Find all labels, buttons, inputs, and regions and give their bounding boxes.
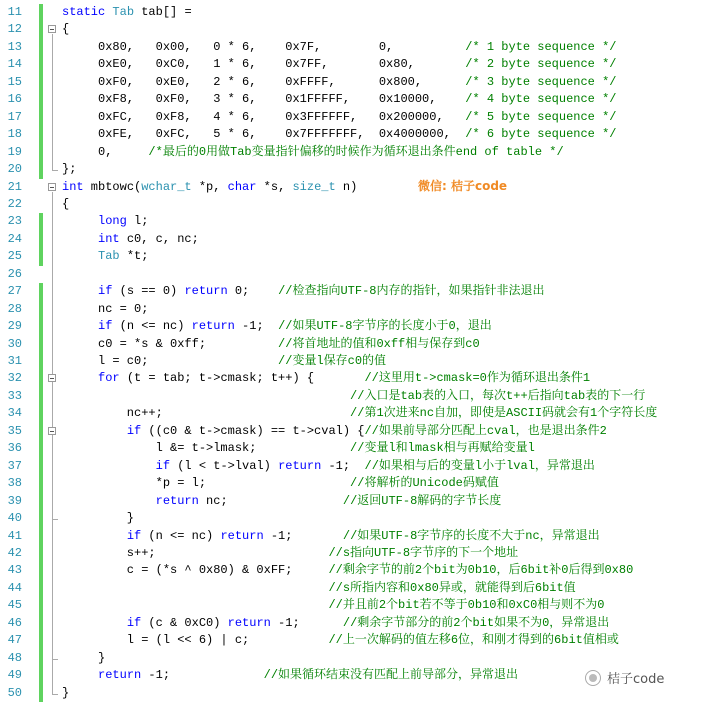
- line-number: 14: [7, 57, 22, 71]
- code-comment: /* 6 byte sequence */: [465, 127, 617, 141]
- code-type: Tab: [112, 5, 135, 19]
- code-line[interactable]: [62, 353, 386, 370]
- code-line[interactable]: [62, 144, 564, 161]
- code-text: [62, 232, 98, 246]
- line-number: 41: [7, 529, 22, 543]
- code-text: }: [62, 686, 70, 700]
- code-text: nc;: [198, 494, 343, 508]
- code-text: c0 = *s & 0xff;: [62, 337, 279, 351]
- line-number: 15: [7, 75, 22, 89]
- line-number: 34: [7, 406, 22, 420]
- code-text: l = c0;: [62, 354, 279, 368]
- fold-end-tick: [52, 694, 58, 695]
- code-comment: //如果循环结束没有匹配上前导部分，异常退出: [263, 668, 519, 682]
- fold-collapse-toggle[interactable]: [48, 427, 56, 435]
- code-keyword: return: [155, 494, 199, 508]
- line-number: 31: [7, 354, 22, 368]
- code-line[interactable]: [62, 301, 148, 318]
- change-marker: [39, 4, 43, 179]
- line-number: 26: [7, 267, 22, 281]
- code-line[interactable]: [62, 370, 590, 387]
- code-comment: //这里用t->cmask=0作为循环退出条件1: [364, 371, 591, 385]
- code-line[interactable]: [62, 650, 105, 667]
- code-comment: //第1次进来nc自加，即使是ASCII码就会有1个字符长度: [350, 406, 658, 420]
- code-text: (c & 0xC0): [141, 616, 228, 630]
- code-text: 0xFE, 0xFC, 5 * 6, 0x7FFFFFFF, 0x4000000,: [62, 127, 466, 141]
- code-text: [62, 529, 127, 543]
- code-comment: /* 1 byte sequence */: [465, 40, 617, 54]
- code-comment: /* 3 byte sequence */: [465, 75, 617, 89]
- code-keyword: if: [126, 424, 142, 438]
- code-comment: //如果UTF-8字节序的长度不大于nc，异常退出: [342, 529, 600, 543]
- code-comment: //上一次解码的值左移6位，和刚才得到的6bit值相或: [328, 633, 619, 647]
- code-type: size_t: [292, 180, 336, 194]
- code-line[interactable]: [62, 528, 600, 545]
- code-line[interactable]: [62, 318, 492, 335]
- line-number: 12: [7, 22, 22, 36]
- code-text: [62, 214, 98, 228]
- code-text: mbtowc(: [83, 180, 142, 194]
- code-line[interactable]: [62, 39, 617, 56]
- code-text: ((c0 & t->cmask) == t->cval) {: [141, 424, 365, 438]
- line-number: 27: [7, 284, 22, 298]
- wechat-logo-icon: [585, 670, 601, 686]
- code-line[interactable]: [62, 667, 518, 684]
- code-keyword: if: [126, 616, 142, 630]
- code-line[interactable]: [62, 283, 545, 300]
- line-number: 32: [7, 371, 22, 385]
- wechat-watermark: 微信: 桔子code: [418, 179, 508, 193]
- code-text: -1;: [141, 668, 264, 682]
- code-line[interactable]: [62, 475, 499, 492]
- code-type: Tab: [98, 249, 120, 263]
- change-marker: [39, 213, 43, 266]
- code-text: [62, 249, 98, 263]
- code-text: [62, 459, 156, 473]
- fold-end-tick: [52, 519, 58, 520]
- code-keyword: int: [98, 232, 120, 246]
- code-comment: //变量l保存c0的值: [278, 354, 387, 368]
- code-line[interactable]: [62, 632, 619, 649]
- code-comment: //并且前2个bit若不等于0b10和0xC0相与则不为0: [328, 598, 605, 612]
- line-number: 48: [7, 651, 22, 665]
- fold-guide-line: [52, 383, 53, 659]
- code-line[interactable]: [62, 336, 480, 353]
- code-comment: //如果UTF-8字节序的长度小于0，退出: [278, 319, 492, 333]
- code-line[interactable]: [62, 405, 657, 422]
- code-text: 0xE0, 0xC0, 1 * 6, 0x7FF, 0x80,: [62, 57, 466, 71]
- code-text: s++;: [62, 546, 329, 560]
- fold-end-tick: [52, 170, 58, 171]
- code-keyword: long: [98, 214, 127, 228]
- code-text: [62, 371, 98, 385]
- line-number: 37: [7, 459, 22, 473]
- code-text: [62, 389, 350, 403]
- code-comment: //入口是tab表的入口，每次t++后指向tab表的下一行: [350, 389, 646, 403]
- code-line[interactable]: [62, 685, 69, 702]
- line-number: 35: [7, 424, 22, 438]
- line-number: 13: [7, 40, 22, 54]
- line-number: 23: [7, 214, 22, 228]
- line-number: 43: [7, 563, 22, 577]
- line-number: 21: [7, 180, 22, 194]
- code-text: l;: [126, 214, 149, 228]
- code-type: wchar_t: [141, 180, 192, 194]
- code-text: [62, 581, 328, 595]
- code-line[interactable]: [62, 21, 69, 38]
- code-keyword: return: [98, 668, 142, 682]
- code-keyword: if: [98, 319, 113, 333]
- line-number: 45: [7, 598, 22, 612]
- code-keyword: return: [278, 459, 322, 473]
- code-text: nc = 0;: [62, 302, 149, 316]
- line-number: 25: [7, 249, 22, 263]
- code-comment: //如果前导部分匹配上cval，也是退出条件2: [364, 424, 607, 438]
- code-text: 0xF0, 0xE0, 2 * 6, 0xFFFF, 0x800,: [62, 75, 466, 89]
- code-keyword: int: [62, 180, 84, 194]
- line-number: 47: [7, 633, 22, 647]
- code-comment: //将解析的Unicode码赋值: [350, 476, 499, 490]
- fold-collapse-toggle[interactable]: [48, 374, 56, 382]
- code-text: nc++;: [62, 406, 351, 420]
- code-line[interactable]: [62, 91, 617, 108]
- line-number: 28: [7, 302, 22, 316]
- code-keyword: static: [62, 5, 113, 19]
- fold-end-tick: [52, 659, 58, 660]
- code-line[interactable]: [62, 248, 148, 265]
- code-text: *s,: [256, 180, 293, 194]
- code-line[interactable]: [62, 615, 609, 632]
- code-line[interactable]: [62, 562, 633, 579]
- code-text: [62, 424, 127, 438]
- code-comment: /* 2 byte sequence */: [465, 57, 617, 71]
- code-comment: //剩余字节的前2个bit为0b10，后6bit补0后得到0x80: [328, 563, 634, 577]
- line-number: 17: [7, 110, 22, 124]
- code-text: (n <= nc): [112, 319, 192, 333]
- line-number: 42: [7, 546, 22, 560]
- line-number: 19: [7, 145, 22, 159]
- code-text: [62, 319, 98, 333]
- line-number: 30: [7, 337, 22, 351]
- line-number: 44: [7, 581, 22, 595]
- line-number: 16: [7, 92, 22, 106]
- code-line[interactable]: [62, 423, 607, 440]
- code-comment: //如果相与后的变量l小于lval，异常退出: [364, 459, 595, 473]
- code-text: [62, 598, 328, 612]
- code-line[interactable]: [62, 580, 576, 597]
- code-text: [62, 616, 127, 630]
- code-line[interactable]: [62, 545, 518, 562]
- code-comment: //返回UTF-8解码的字节长度: [342, 494, 502, 508]
- line-number: 39: [7, 494, 22, 508]
- brand-logo-text: 桔子code: [607, 672, 665, 687]
- code-line[interactable]: [62, 179, 357, 196]
- code-comment: /* 5 byte sequence */: [465, 110, 617, 124]
- code-comment: //将首地址的值和0xff相与保存到c0: [278, 337, 480, 351]
- line-number: 22: [7, 197, 22, 211]
- code-keyword: char: [227, 180, 257, 194]
- line-number: 24: [7, 232, 22, 246]
- code-line[interactable]: [62, 510, 134, 527]
- code-comment: /*最后的0用做Tab变量指针偏移的时候作为循环退出条件end of table */: [148, 145, 564, 159]
- code-text: -1;: [234, 319, 279, 333]
- code-text: };: [62, 162, 77, 176]
- code-keyword: return: [191, 319, 235, 333]
- code-text: 0x80, 0x00, 0 * 6, 0x7F, 0,: [62, 40, 466, 54]
- code-line[interactable]: [62, 440, 535, 457]
- code-line[interactable]: [62, 231, 199, 248]
- code-text: 0xF8, 0xF0, 3 * 6, 0x1FFFFF, 0x10000,: [62, 92, 466, 106]
- fold-guide-line: [52, 34, 53, 170]
- code-line[interactable]: [62, 493, 501, 510]
- code-text: l = (l << 6) | c;: [62, 633, 329, 647]
- code-comment: //变量l和lmask相与再赋给变量l: [350, 441, 535, 455]
- code-line[interactable]: [62, 161, 76, 178]
- code-comment: //s指向UTF-8字节序的下一个地址: [328, 546, 519, 560]
- code-text: *p = l;: [62, 476, 351, 490]
- code-line[interactable]: [62, 74, 617, 91]
- code-text: {: [62, 197, 70, 211]
- code-line[interactable]: [62, 388, 645, 405]
- code-text: -1;: [263, 529, 343, 543]
- code-comment: //s所指内容和0x80异或，就能得到后6bit值: [328, 581, 576, 595]
- fold-collapse-toggle[interactable]: [48, 183, 56, 191]
- code-line[interactable]: [62, 213, 148, 230]
- code-line[interactable]: [62, 196, 69, 213]
- code-text: (n <= nc): [141, 529, 221, 543]
- fold-collapse-toggle[interactable]: [48, 25, 56, 33]
- code-text: [62, 494, 156, 508]
- line-number: 18: [7, 127, 22, 141]
- change-marker: [39, 283, 43, 702]
- line-number: 29: [7, 319, 22, 333]
- code-text: -1;: [270, 616, 343, 630]
- code-line[interactable]: [62, 4, 192, 21]
- code-text: 0,: [62, 145, 149, 159]
- brand-logo: [585, 668, 664, 687]
- code-text: *p,: [191, 180, 228, 194]
- code-keyword: for: [98, 371, 120, 385]
- code-comment: //检查指向UTF-8内存的指针，如果指针非法退出: [278, 284, 545, 298]
- code-comment: //剩余字节部分的前2个bit如果不为0，异常退出: [342, 616, 610, 630]
- code-line[interactable]: [62, 597, 604, 614]
- code-text: l &= t->lmask;: [62, 441, 351, 455]
- code-text: (s == 0): [112, 284, 185, 298]
- code-text: -1;: [321, 459, 365, 473]
- code-line[interactable]: [62, 109, 617, 126]
- code-text: [62, 284, 98, 298]
- fold-guide-line: [52, 436, 53, 519]
- code-text: }: [62, 511, 135, 525]
- code-keyword: if: [126, 529, 142, 543]
- line-number: 49: [7, 668, 22, 682]
- code-keyword: if: [155, 459, 171, 473]
- code-text: n): [335, 180, 358, 194]
- code-text: *t;: [119, 249, 149, 263]
- code-text: c = (*s ^ 0x80) & 0xFF;: [62, 563, 329, 577]
- line-number: 46: [7, 616, 22, 630]
- code-text: (t = tab; t->cmask; t++) {: [119, 371, 365, 385]
- code-text: 0xFC, 0xF8, 4 * 6, 0x3FFFFFF, 0x200000,: [62, 110, 466, 124]
- code-text: (l < t->lval): [170, 459, 279, 473]
- line-number: 50: [7, 686, 22, 700]
- code-text: tab[] =: [134, 5, 192, 19]
- line-number: 33: [7, 389, 22, 403]
- code-line[interactable]: [62, 126, 617, 143]
- line-number: 36: [7, 441, 22, 455]
- line-number: 38: [7, 476, 22, 490]
- code-text: [62, 668, 98, 682]
- code-keyword: return: [184, 284, 228, 298]
- code-text: c0, c, nc;: [119, 232, 199, 246]
- code-keyword: if: [98, 284, 113, 298]
- line-number: 11: [7, 5, 22, 19]
- code-keyword: return: [227, 616, 271, 630]
- code-keyword: return: [220, 529, 264, 543]
- line-number: 20: [7, 162, 22, 176]
- code-line[interactable]: [62, 56, 617, 73]
- code-comment: /* 4 byte sequence */: [465, 92, 617, 106]
- code-text: {: [62, 22, 70, 36]
- code-text: }: [62, 651, 106, 665]
- line-number: 40: [7, 511, 22, 525]
- code-text: 0;: [227, 284, 279, 298]
- code-line[interactable]: [62, 458, 595, 475]
